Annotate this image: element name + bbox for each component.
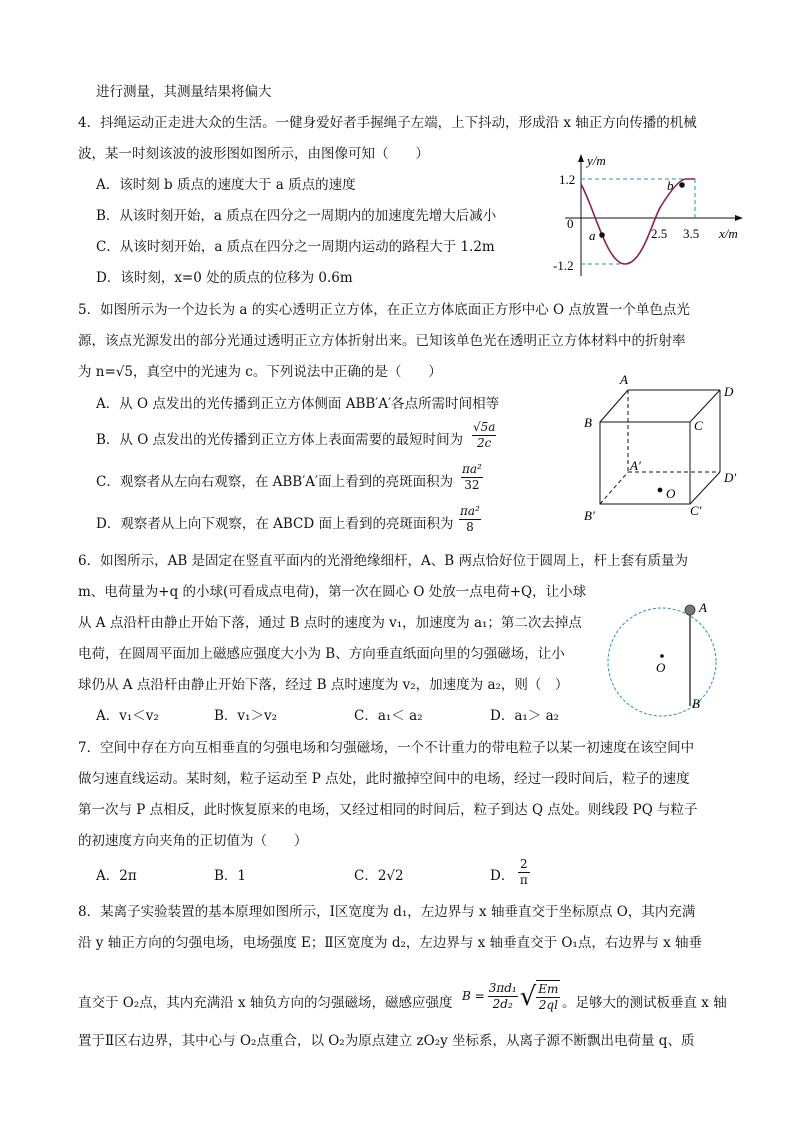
label-D-prime: D′	[724, 470, 737, 485]
q8-stem-3: 直交于 O₂点，其内充满沿 x 轴负方向的匀强磁场，磁感应强度	[78, 995, 453, 1011]
fraction-numerator: πa²	[460, 504, 480, 518]
q4-stem-1: 4．抖绳运动正走进大众的生活。一健身爱好者手握绳子左端，上下抖动，形成沿 x 轴正方向传播的机械	[78, 115, 697, 131]
cube-front-face	[600, 422, 690, 504]
q6-stem-3: 从 A 点沿杆由静止开始下落，通过 B 点时的速度为 v₁，加速度为 a₁；第二次去掉点	[78, 615, 582, 631]
q6-option-c: C．a₁＜ a₂	[354, 708, 423, 724]
formula-lhs: B =	[462, 989, 485, 1003]
label-A: A	[699, 600, 707, 615]
fraction-numerator: Em	[538, 982, 559, 996]
q7-option-b: B．1	[214, 868, 247, 884]
q6-stem-1: 6．如图所示，AB 是固定在竖直平面内的光滑绝缘细杆，A、B 两点恰好位于圆周上，杆上套有质量为	[78, 553, 689, 569]
label-B: B	[692, 696, 700, 711]
label-a: a	[589, 228, 596, 243]
q5-option-a: A．从 O 点发出的光传播到正立方体侧面 ABB′A′各点所需时间相等	[96, 396, 500, 412]
label-D: D	[724, 384, 734, 399]
q8-stem-3-tail: 。足够大的测试板垂直 x 轴	[562, 995, 727, 1011]
cube-hidden-edge-ba	[600, 472, 628, 504]
q5-option-b-fraction	[472, 420, 496, 451]
q5-option-c: C．观察者从左向右观察，在 ABB′A′面上看到的亮斑面积为	[96, 474, 454, 490]
y-tick-0: 0	[567, 216, 574, 231]
q4-option-c: C．从该时刻开始，a 质点在四分之一周期内运动的路程大于 1.2m	[96, 239, 495, 255]
fraction-numerator: 2	[520, 857, 528, 871]
q7-option-c: C．2√2	[354, 868, 404, 884]
formula-sqrt-fraction	[536, 980, 560, 1013]
q7-option-a: A．2π	[96, 868, 137, 884]
label-B-prime: B′	[584, 508, 595, 523]
q5-stem-2: 源，该点光源发出的部分光通过透明正立方体折射出来。已知该单色光在透明正立方体材料中的折射率	[78, 333, 686, 349]
q8-formula	[462, 980, 560, 1013]
q6-option-d: D．a₁＞ a₂	[490, 708, 560, 724]
y-tick-1.2: 1.2	[559, 172, 576, 187]
fraction-denominator: 8	[466, 520, 474, 534]
point-a	[599, 232, 605, 238]
label-O: O	[656, 660, 666, 675]
q8-stem-2: 沿 y 轴正方向的匀强电场，电场强度 E；Ⅱ区宽度为 d₂，左边界与 x 轴垂直交于 O₁点，右边界与 x 轴垂	[78, 935, 703, 951]
x-axis-label: x/m	[719, 226, 738, 241]
q7-stem-1: 7．空间中存在方向互相垂直的匀强电场和匀强磁场，一个不计重力的带电粒子以某一初速度在该空间中	[78, 740, 695, 756]
label-A: A	[620, 372, 628, 387]
q5-stem-1: 5．如图所示为一个边长为 a 的实心透明正立方体，在正立方体底面正方形中心 O 点放置一个单色点光	[78, 302, 690, 318]
cube-edge-cd-bottom	[690, 472, 720, 504]
small-ball	[685, 605, 695, 615]
fraction-numerator: √5a	[473, 420, 496, 434]
text-line: 进行测量，其测量结果将偏大	[96, 84, 272, 100]
q6-stem-4: 电荷，在圆周平面加上磁感应强度大小为 B、方向垂直纸面向里的匀强磁场，让小	[78, 646, 565, 662]
q4-option-d: D．该时刻，x=0 处的质点的位移为 0.6m	[96, 270, 353, 286]
label-C: C	[694, 418, 703, 433]
x-axis-arrow-icon	[735, 215, 743, 221]
label-B: B	[584, 415, 592, 430]
q5-option-d-fraction	[459, 504, 481, 535]
q4-option-a: A．该时刻 b 质点的速度大于 a 质点的速度	[96, 177, 356, 193]
q5-stem-3: 为 n=√5，真空中的光速为 c。下列说法中正确的是（ ）	[78, 364, 442, 380]
fraction-denominator: 2c	[477, 436, 492, 450]
y-tick-neg1.2: -1.2	[553, 258, 574, 273]
q7-option-d: D．	[490, 868, 515, 884]
q6-stem-2: m、电荷量为+q 的小球(可看成点电荷)，第一次在圆心 O 处放一点电荷+Q，让小球	[78, 584, 587, 600]
q5-option-c-fraction	[461, 462, 483, 493]
q4-option-b: B．从该时刻开始，a 质点在四分之一周期内的加速度先增大后减小	[96, 208, 497, 224]
q5-option-b: B．从 O 点发出的光传播到正立方体上表面需要的最短时间为	[96, 432, 464, 448]
center-o	[660, 654, 664, 658]
wave-curve	[581, 179, 695, 264]
label-O: O	[666, 486, 676, 501]
fraction-denominator: π	[519, 873, 528, 887]
fraction-numerator: πa²	[462, 462, 482, 476]
cube-figure	[578, 370, 748, 530]
y-axis-label: y/m	[587, 153, 606, 168]
label-C-prime: C′	[690, 503, 702, 518]
point-b	[679, 182, 685, 188]
fraction-denominator: 2ql	[538, 998, 558, 1012]
q5-option-d: D．观察者从上向下观察，在 ABCD 面上看到的亮斑面积为	[96, 516, 454, 532]
label-A-prime: A′	[630, 458, 641, 473]
circle-figure	[600, 592, 730, 718]
fraction-numerator: 3πd₁	[488, 981, 517, 995]
sqrt-icon: √	[519, 981, 537, 1012]
q8-stem-1: 8．某离子实验装置的基本原理如图所示，Ⅰ区宽度为 d₁，左边界与 x 轴垂直交于坐标原点 O，其内充满	[78, 904, 696, 920]
q7-option-d-fraction	[518, 857, 530, 888]
wave-graph	[545, 150, 755, 280]
q6-option-b: B．v₁＞v₂	[214, 708, 277, 724]
q7-stem-2: 做匀速直线运动。某时刻，粒子运动至 P 点处，此时撤掉空间中的电场，经过一段时间后，粒子的速度	[78, 771, 690, 787]
q6-stem-5: 球仍从 A 点沿杆由静止开始下落，经过 B 点时速度为 v₂，加速度为 a₂，则（ ）	[78, 677, 569, 693]
formula-fraction	[488, 981, 518, 1012]
q7-stem-4: 的初速度方向夹角的正切值为（ ）	[78, 833, 308, 849]
q4-stem-2: 波，某一时刻该波的波形图如图所示，由图像可知（ ）	[78, 146, 429, 162]
fraction-denominator: 2d₂	[492, 997, 513, 1011]
q8-stem-4: 置于Ⅱ区右边界，其中心与 O₂点重合，以 O₂为原点建立 zO₂y 坐标系，从离子源不断飘出电荷量 q、质	[78, 1033, 695, 1049]
q7-stem-3: 第一次与 P 点相反，此时恢复原来的电场，又经过相同的时间后，粒子到达 Q 点处。则线段 PQ 与粒子	[78, 802, 698, 818]
label-b: b	[667, 178, 674, 193]
point-o	[658, 488, 663, 493]
q6-option-a: A．v₁＜v₂	[96, 708, 159, 724]
cube-edge-ba	[600, 390, 628, 422]
fraction-denominator: 32	[464, 478, 480, 492]
y-axis-arrow-icon	[578, 154, 584, 162]
x-tick-2.5: 2.5	[651, 226, 668, 241]
x-tick-3.5: 3.5	[683, 226, 700, 241]
